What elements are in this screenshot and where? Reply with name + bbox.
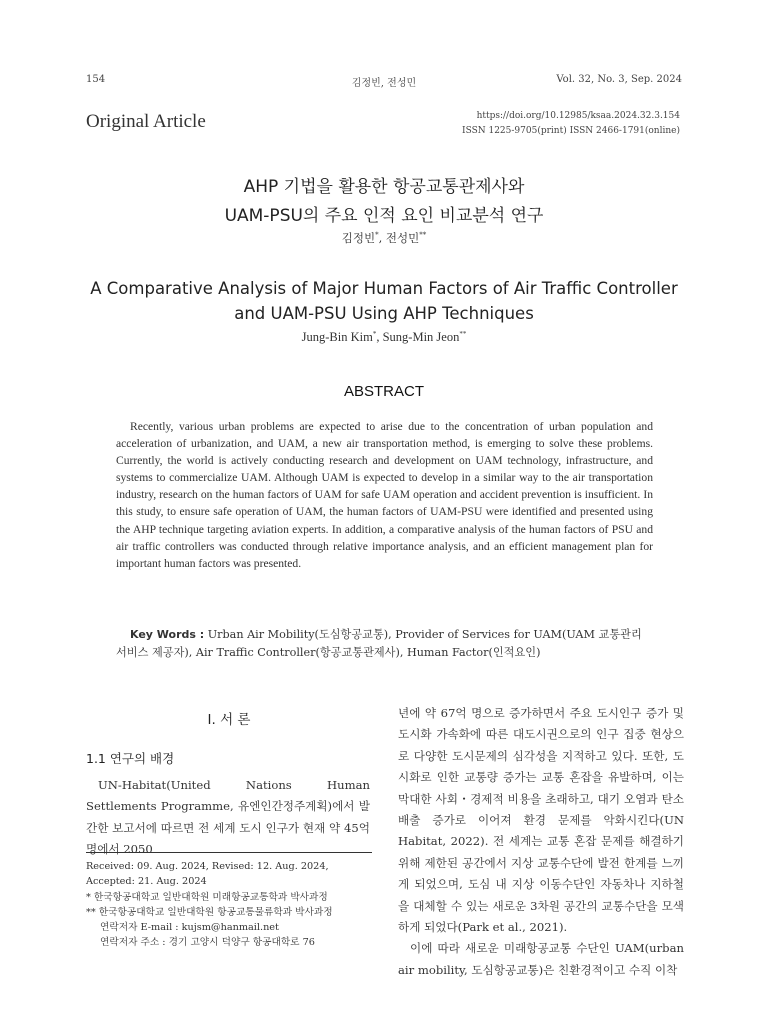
korean-author-1: 김정빈 — [341, 231, 376, 245]
body-left-paragraph: UN-Habitat(United Nations Human Settlements Programme, 유엔인간정주계획)에서 발간한 보고서에 따르면 전 세계 도시 인구가 현재 약 45억 명에서 2050 — [86, 778, 370, 857]
english-author-1: Jung-Bin Kim — [301, 330, 373, 345]
section-heading: Ⅰ. 서 론 — [207, 712, 251, 728]
corresponding-address: 연락저자 주소 : 경기 고양시 덕양구 항공대학로 76 — [100, 937, 315, 948]
korean-authors — [0, 230, 768, 246]
issn: ISSN 1225-9705(print) ISSN 2466-1791(online) — [462, 126, 680, 136]
keywords-text: Urban Air Mobility(도심항공교통), Provider of Services for UAM(UAM 교통관리 서비스 제공자), Air Traffic Controller(항공교통관제사), Human Factor(인적요인) — [116, 628, 642, 659]
received-dates: Received: 09. Aug. 2024, Revised: 12. Aug. 2024, — [86, 861, 329, 872]
affil-mark-1: * — [375, 231, 379, 240]
subsection-heading: 1.1 연구의 배경 — [86, 751, 175, 766]
abstract-heading: ABSTRACT — [343, 383, 424, 400]
korean-title-line2: UAM-PSU의 주요 인적 요인 비교분석 연구 — [224, 206, 544, 226]
english-authors — [0, 330, 768, 345]
affil-mark-2: ** — [459, 330, 467, 338]
affil-mark-2: ** — [419, 231, 427, 240]
body-right-paragraph-1: 년에 약 67억 명으로 증가하면서 주요 도시인구 증가 및 도시화 가속화에 따른 대도시권으로의 인구 집중 현상으로 다양한 도시문제의 심각성을 지적하고 있다. 또한, 도시화로 인한 교통량 증가는 교통 혼잡을 유발하며, 이는 막대한 사회・경제적 비용을 초래하고, 대기 오염과 탄소 배출 증가로 이어져 환경 문제를 악화시킨다(UN Habitat, 2022). 전 세계는 교통 혼잡 문제를 해결하기 위해 제한된 공간에서 지상 교통수단에 발전 한계를 느끼게 되었으며, 도심 내 지상 이동수단인 자동차나 지하철을 대체할 수 있는 새로운 3차원 공간의 교통수단을 모색하게 되었다(Park et al., 2021). — [398, 706, 684, 935]
article-type: Original Article — [86, 111, 206, 132]
running-authors: 김정빈, 전성민 — [351, 78, 417, 89]
footnote-affiliation-2: ** 한국항공대학교 일반대학원 항공교통물류학과 박사과정 — [86, 907, 333, 918]
affil-mark-1: * — [372, 330, 377, 338]
english-title-line2: and UAM-PSU Using AHP Techniques — [234, 304, 534, 323]
abstract-body: Recently, various urban problems are expected to arise due to the concentration of urban population and acceleration of urbanization, and UAM, a new air transportation method, is emerging to solve these problems. Currently, the world is actively conducting research and development on UAM technology, infrastructure, and systems to commercialize UAM. Although UAM is expected to develop in a similar way to the air transportation industry, research on the human factors of UAM for safe UAM operation and accident prevention is insufficient. In this study, to ensure safe operation of UAM, the human factors of UAM-PSU were identified and presented using the AHP technique targeting aviation experts. In addition, a comparative analysis of the human factors of PSU and air traffic controllers was conducted through relative importance analysis, and an efficient management plan for important human factors was presented. — [116, 420, 653, 570]
page-number: 154 — [86, 74, 106, 85]
corresponding-email: 연락저자 E-mail : kujsm@hanmail.net — [100, 922, 279, 933]
korean-author-2: 전성민 — [385, 231, 420, 245]
accepted-date: Accepted: 21. Aug. 2024 — [86, 876, 207, 887]
doi-link[interactable]: https://doi.org/10.12985/ksaa.2024.32.3.154 — [476, 111, 680, 121]
english-title-line1: A Comparative Analysis of Major Human Factors of Air Traffic Controller — [90, 279, 678, 298]
keywords-label: Key Words : — [130, 628, 205, 641]
korean-title-line1: AHP 기법을 활용한 항공교통관제사와 — [243, 177, 525, 197]
footnote-divider — [86, 852, 372, 853]
body-right-paragraph-2: 이에 따라 새로운 미래항공교통 수단인 UAM(urban air mobility, 도심항공교통)은 친환경적이고 수직 이착 — [398, 941, 684, 977]
author-separator: , — [378, 231, 386, 245]
keywords — [116, 626, 653, 662]
author-separator: , — [376, 330, 383, 345]
journal-info: Vol. 32, No. 3, Sep. 2024 — [556, 74, 682, 85]
english-author-2: Sung-Min Jeon — [382, 330, 460, 345]
footnote-affiliation-1: * 한국항공대학교 일반대학원 미래항공교통학과 박사과정 — [86, 892, 328, 903]
body-right-column — [398, 703, 684, 981]
